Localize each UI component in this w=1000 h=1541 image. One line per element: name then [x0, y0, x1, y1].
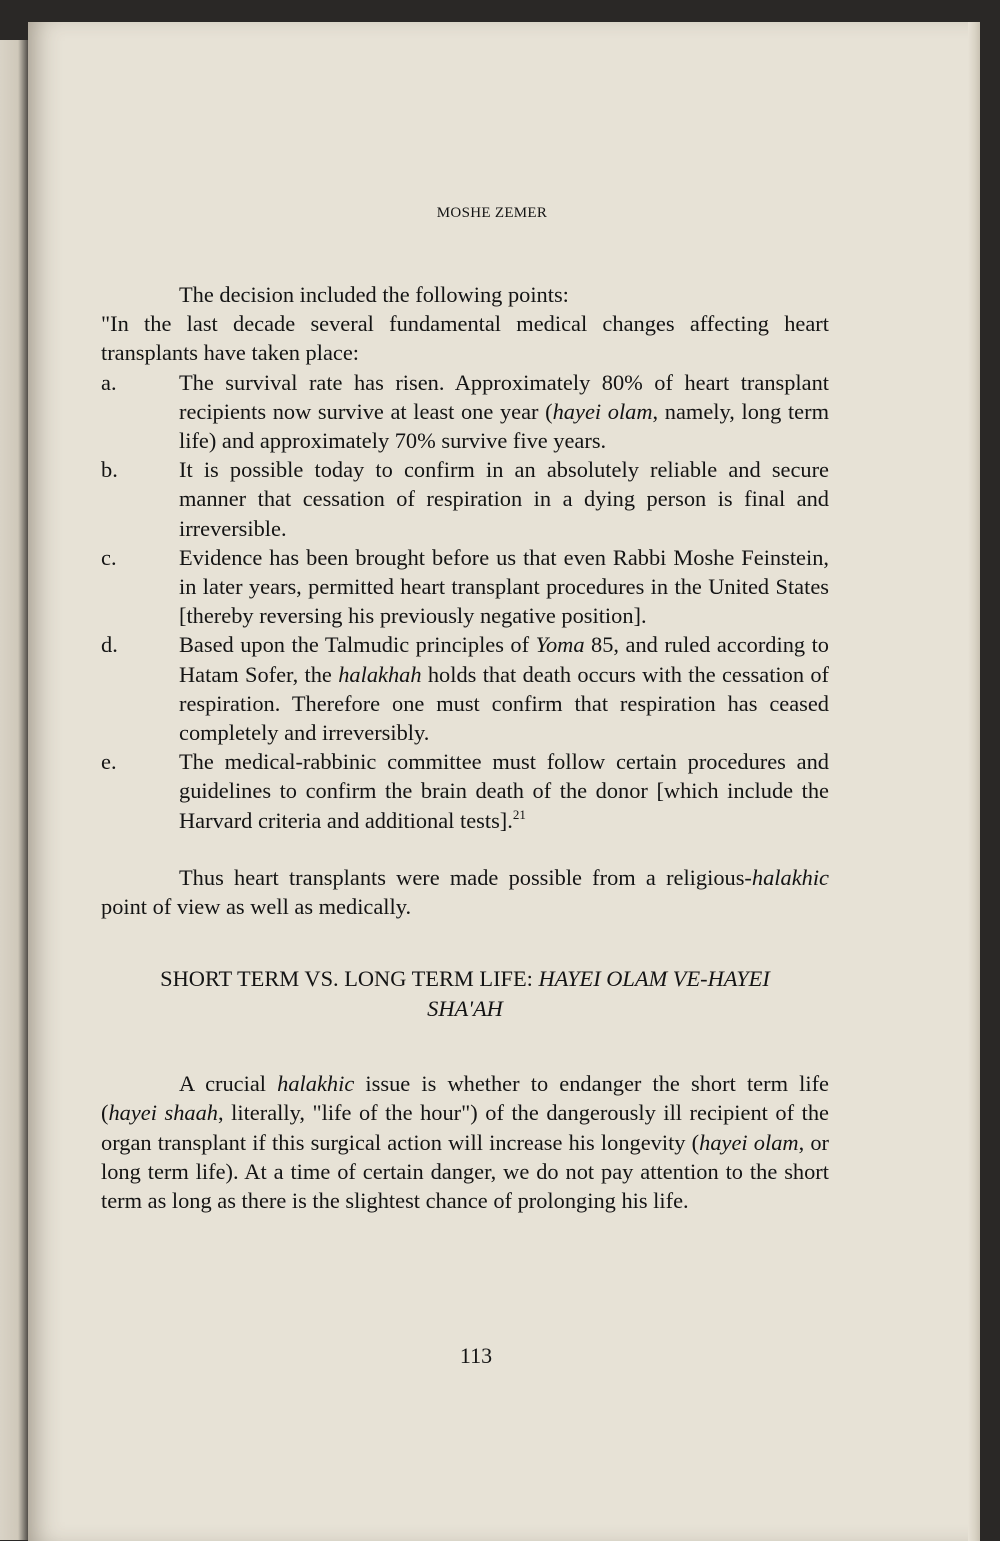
list-item-letter: d. [101, 632, 118, 658]
conclusion-paragraph: Thus heart transplants were made possible from a religious-halakhic point of view as well as medically. [101, 864, 829, 920]
list-item-text: Based upon the Talmudic principles of Yoma 85, and ruled according to Hatam Sofer, the halakhah holds that death occurs with the cessation of respiration. Therefore one must confirm that respiration has ceased completely and irreversibly. [179, 632, 830, 746]
list-item [101, 455, 829, 543]
section-heading: SHORT TERM VS. LONG TERM LIFE: HAYEI OLAM VE-HAYEI SHA'AH [160, 966, 770, 1022]
footnote-ref: 21 [512, 806, 526, 822]
list-item-text: The medical-rabbinic committee must follow certain procedures and guidelines to confirm the brain death of the donor [which include the Harvard criteria and additional tests].$^{21}$ [179, 749, 829, 833]
quote-opening: "In the last decade several fundamental medical changes affecting heart transplants have taken place: [101, 311, 829, 366]
running-head [28, 205, 980, 222]
list-item-letter: b. [101, 457, 118, 483]
list-item [101, 630, 829, 747]
list-item-letter: c. [101, 544, 117, 570]
decision-points-list [101, 368, 829, 835]
page-number [28, 1343, 980, 1369]
list-item [101, 543, 829, 631]
book-page [28, 22, 980, 1541]
list-item [101, 368, 829, 456]
body-text [101, 280, 829, 1215]
list-item-text: The survival rate has risen. Approximately 80% of heart transplant recipients now survive at least one year (hayei olam, namely, long term life) and approximately 70% survive five years. [179, 369, 829, 454]
section-paragraph: A crucial halakhic issue is whether to endanger the short term life (hayei shaah, literally, "life of the hour") of the dangerously ill recipient of the organ transplant if this surgical action will increase his longevity (hayei olam, or long term life). At a time of certain danger, we do not pay attention to the short term as long as there is the slightest chance of prolonging his life. [101, 1071, 829, 1214]
list-item-text: It is possible today to confirm in an absolutely reliable and secure manner that cessation of respiration in a dying person is final and irreversible. [179, 457, 829, 541]
page-fore-edge [968, 22, 980, 1541]
list-item-text: Evidence has been brought before us that even Rabbi Moshe Feinstein, in later years, permitted heart transplant procedures in the United States [thereby reversing his previously negative position]. [179, 544, 829, 629]
page-number-text: 113 [459, 1343, 493, 1368]
intro-line: The decision included the following points: [179, 282, 569, 307]
list-item [101, 747, 829, 835]
facing-page-edge [0, 40, 30, 1540]
running-head-text: MOSHE ZEMER [436, 205, 548, 221]
list-item-letter: e. [101, 749, 117, 775]
list-item-letter: a. [101, 369, 117, 395]
